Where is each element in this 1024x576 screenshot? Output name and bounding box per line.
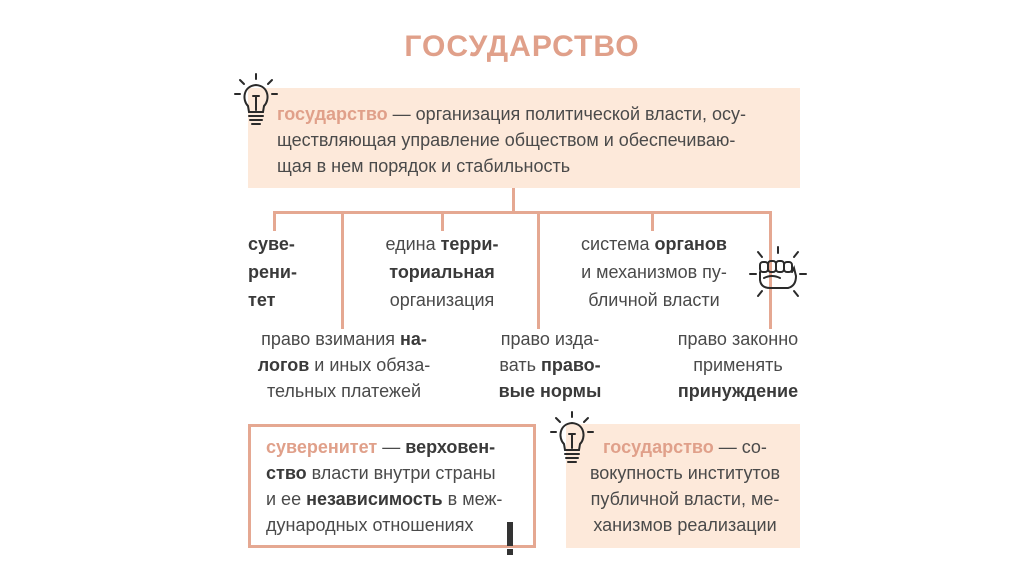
sovereignty-l3a: и ее [266, 489, 307, 509]
feature-organs [566, 230, 742, 314]
definition-bottom-l2: вокупность институтов [589, 463, 781, 483]
feature-territory-l1b: терри- [440, 234, 499, 254]
right-taxes [248, 326, 440, 404]
right-norms-l2a: вать [499, 355, 541, 375]
feature-sovereignty [248, 230, 297, 314]
connector-sovereignty [273, 211, 276, 231]
definition-bottom-l3: публичной власти, ме- [590, 489, 780, 509]
connector-territory [441, 211, 444, 231]
exclamation-icon [504, 522, 516, 561]
lightbulb-icon [550, 410, 594, 471]
sovereignty-l3c: в меж- [442, 489, 503, 509]
right-taxes-l3: тельных платежей [266, 381, 422, 401]
definition-bottom-l4: ханизмов реализации [593, 515, 777, 535]
page-title: ГОСУДАРСТВО [404, 30, 640, 63]
feature-sovereignty-l2: рени- [248, 262, 297, 282]
definition-line-1: — организация политической власти, осу- [387, 104, 746, 124]
feature-territory-l3: организация [389, 290, 495, 310]
sovereignty-box-text [266, 434, 528, 538]
right-taxes-l2a: логов [257, 355, 310, 375]
term-state-bottom: государство [603, 437, 714, 457]
connector-organs [651, 211, 654, 231]
right-norms-l1: право изда- [500, 329, 600, 349]
right-taxes-l1b: на- [400, 329, 427, 349]
connector-stem [512, 188, 515, 212]
right-coercion-l3: принуждение [677, 381, 799, 401]
sovereignty-dash: — [377, 437, 406, 457]
feature-territory-l2: ториальная [389, 262, 495, 282]
feature-territory-l1a: едина [385, 234, 441, 254]
right-norms [486, 326, 614, 404]
feature-organs-l2: и механизмов пу- [581, 262, 727, 282]
definition-bottom-l1b: — со- [713, 437, 767, 457]
sovereignty-l2a: ство [266, 463, 307, 483]
feature-organs-l1a: система [581, 234, 655, 254]
sovereignty-l2b: власти внутри страны [306, 463, 496, 483]
sovereignty-l4: дународных отношениях [266, 515, 474, 535]
right-coercion [664, 326, 812, 404]
sovereignty-l3b: независимость [306, 489, 443, 509]
right-coercion-l2: применять [693, 355, 783, 375]
connector-taxes [341, 211, 344, 329]
right-taxes-l1a: право взимания [261, 329, 401, 349]
term-state: государство [277, 104, 388, 124]
right-coercion-l1: право законно [677, 329, 799, 349]
feature-sovereignty-l3: тет [248, 290, 276, 310]
feature-territory [362, 230, 522, 314]
lightbulb-icon [234, 72, 278, 133]
connector-bus [273, 211, 771, 214]
feature-sovereignty-l1: суве- [248, 234, 295, 254]
feature-organs-l3: бличной власти [588, 290, 720, 310]
fist-icon [748, 246, 808, 309]
connector-norms [537, 211, 540, 329]
definition-text-bottom [570, 434, 800, 538]
sovereignty-l1c: верховен- [405, 437, 496, 457]
right-taxes-l2b: и иных обяза- [309, 355, 431, 375]
term-sovereignty: суверенитет [266, 437, 378, 457]
definition-line-3: щая в нем порядок и стабильность [277, 156, 571, 176]
right-norms-l2b: право- [540, 355, 601, 375]
feature-organs-l1b: органов [654, 234, 727, 254]
right-norms-l3: вые нормы [498, 381, 602, 401]
definition-line-2: ществляющая управление обществом и обеспечиваю- [277, 130, 736, 150]
definition-text-top [277, 101, 797, 179]
